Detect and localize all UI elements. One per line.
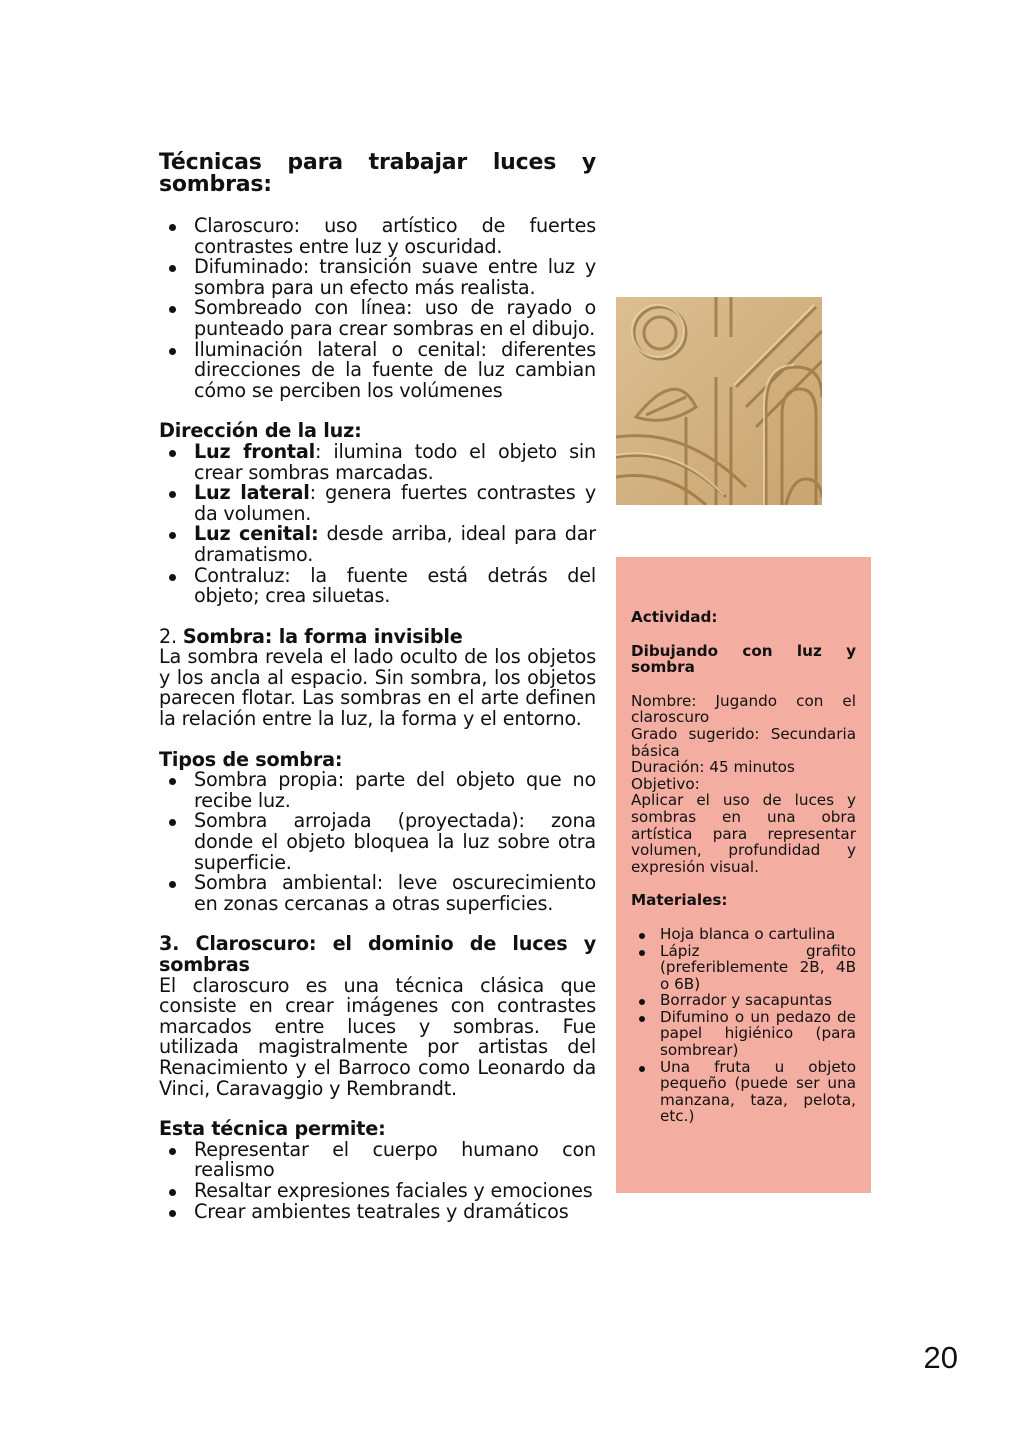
- activity-objetivo: Aplicar el uso de luces y sombras en una obra artística para representar volumen, profundidad y expresión visual.: [631, 791, 856, 876]
- sombra-body: La sombra revela el lado oculto de los objetos y los ancla al espacio. Sin sombra, los objetos parecen flotar. Las sombras en el arte definen la relación entre la luz, la forma y el entorno.: [159, 645, 596, 731]
- list-item: Crear ambientes teatrales y dramáticos: [194, 1202, 596, 1223]
- activity-objetivo-label: Objetivo:: [631, 774, 700, 793]
- sombra-number: 2.: [159, 624, 183, 648]
- item-text: Contraluz: la fuente está detrás del objeto; crea siluetas.: [194, 563, 596, 608]
- materiales-list: [631, 926, 856, 1125]
- activity-grado: Grado sugerido: Secundaria básica: [631, 724, 856, 760]
- list-item: [194, 563, 596, 608]
- tipos-heading: Tipos de sombra:: [159, 747, 343, 771]
- item-text: desde arriba, ideal para dar dramatismo.: [194, 522, 596, 566]
- activity-nombre: Nombre: Jugando con el claroscuro: [631, 691, 856, 727]
- relief-art-image: [616, 297, 822, 505]
- list-item: Representar el cuerpo humano con realismo: [194, 1137, 596, 1182]
- list-item: Sombra arrojada (proyectada): zona donde el objeto bloquea la luz sobre otra superficie.: [194, 809, 596, 874]
- materiales-heading: Materiales:: [631, 891, 728, 910]
- activity-box: [616, 557, 871, 1193]
- direccion-heading: Dirección de la luz:: [159, 419, 362, 443]
- item-term: Luz frontal: [194, 439, 316, 463]
- list-item: Una fruta u objeto pequeño (puede ser una manzana, taza, pelota, etc.): [660, 1057, 856, 1126]
- page-number: 20: [923, 1340, 958, 1375]
- list-item: [194, 483, 596, 524]
- item-term: Luz lateral: [194, 481, 310, 505]
- claroscuro-body: El claroscuro es una técnica clásica que consiste en crear imágenes con contrastes marcados entre luces y sombras. Fue utilizada magistralmente por artistas del Renacimiento y el Barroco como Leonardo da Vinci, Caravaggio y Rembrandt.: [159, 973, 596, 1100]
- list-item: Resaltar expresiones faciales y emociones: [194, 1181, 596, 1202]
- relief-art-illustration: [616, 297, 822, 505]
- activity-label: Actividad:: [631, 608, 718, 626]
- tipos-list: [159, 770, 596, 914]
- item-text: : ilumina todo el objeto sin crear sombras marcadas.: [194, 439, 596, 484]
- list-item: [194, 439, 596, 484]
- claroscuro-heading: 3. Claroscuro: el dominio de luces y sombras: [159, 932, 596, 976]
- list-item: Difumino o un pedazo de papel higiénico (para sombrear): [660, 1007, 856, 1060]
- activity-title: Dibujando con luz y sombra: [631, 641, 856, 677]
- list-item: Sombra ambiental: leve oscurecimiento en zonas cercanas a otras superficies.: [194, 871, 596, 915]
- list-item: Borrador y sacapuntas: [660, 992, 856, 1009]
- item-term: Luz cenital:: [194, 522, 319, 546]
- list-item: [194, 524, 596, 565]
- permite-list: [159, 1137, 596, 1223]
- list-item: Sombreado con línea: uso de rayado o punteado para crear sombras en el dibujo.: [194, 296, 596, 340]
- list-item: Lápiz grafito (preferiblemente 2B, 4B o 6B): [660, 941, 856, 993]
- sombra-title: Sombra: la forma invisible: [182, 624, 463, 648]
- activity-duracion: Duración: 45 minutos: [631, 758, 795, 777]
- sombra-heading: [159, 624, 596, 648]
- tecnicas-heading: Técnicas para trabajar luces y sombras:: [159, 150, 596, 197]
- permite-heading: Esta técnica permite:: [159, 1117, 386, 1141]
- list-item: Sombra propia: parte del objeto que no recibe luz.: [194, 768, 596, 812]
- list-item: Iluminación lateral o cenital: diferentes direcciones de la fuente de luz cambian cómo se perciben los volúmenes: [194, 337, 596, 402]
- list-item: Hoja blanca o cartulina: [660, 926, 856, 943]
- list-item: Claroscuro: uso artístico de fuertes contrastes entre luz y oscuridad.: [194, 214, 596, 258]
- main-column: [159, 152, 596, 1222]
- list-item: Difuminado: transición suave entre luz y sombra para un efecto más realista.: [194, 255, 596, 299]
- item-text: : genera fuertes contrastes y da volumen.: [194, 481, 596, 525]
- tecnicas-list: [159, 216, 596, 401]
- direccion-list: [159, 439, 596, 608]
